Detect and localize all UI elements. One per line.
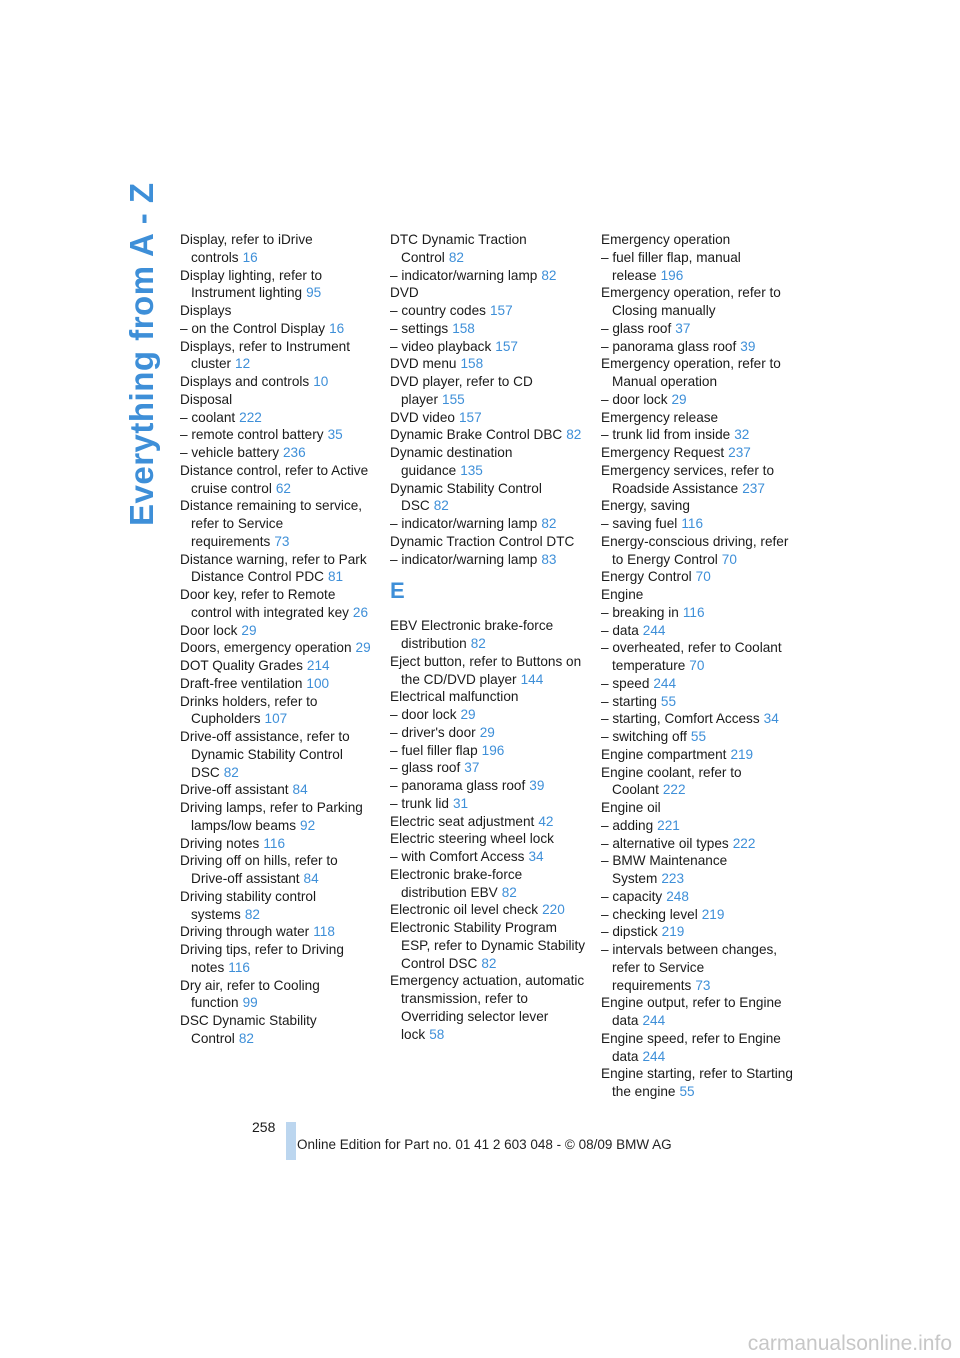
- side-title-text: Everything from A - Z: [123, 182, 160, 526]
- index-entry: [601, 409, 795, 427]
- index-entry: [601, 444, 795, 462]
- index-entry-text: DVD video: [390, 409, 455, 425]
- index-entry: [390, 551, 586, 569]
- index-entry: [390, 813, 586, 831]
- index-entry: [390, 533, 586, 551]
- index-entry: [601, 391, 795, 409]
- page-reference-link[interactable]: 39: [740, 338, 756, 354]
- index-entry: [601, 852, 795, 888]
- index-entry-text: Driving tips, refer to Driving notes: [180, 942, 344, 975]
- index-entry-text: Driving through water: [180, 924, 310, 940]
- index-entry: [180, 622, 376, 640]
- index-entry-text: Drinks holders, refer to Cupholders: [180, 693, 318, 727]
- page-reference-link[interactable]: 16: [329, 320, 345, 336]
- index-entry: [180, 373, 376, 391]
- index-entry-text: – trunk lid: [390, 795, 449, 811]
- page-reference-link[interactable]: 135: [460, 462, 483, 478]
- page-reference-link[interactable]: 158: [460, 356, 484, 372]
- index-entry-text: Dynamic Brake Control DBC: [390, 427, 563, 443]
- index-entry: [601, 355, 795, 391]
- index-entry: [180, 852, 376, 888]
- index-entry-text: – door lock: [390, 707, 457, 722]
- index-entry: [601, 426, 795, 444]
- index-entry-text: Display, refer to iDrive controls: [180, 232, 313, 265]
- page-reference-link[interactable]: 81: [327, 569, 344, 585]
- index-entry: [601, 888, 795, 906]
- page-reference-link[interactable]: 82: [566, 427, 582, 443]
- index-entry: [390, 409, 586, 427]
- index-entry: [601, 1030, 795, 1066]
- page-reference-link[interactable]: 237: [742, 480, 765, 496]
- index-entry: [390, 901, 586, 919]
- index-entry-text: Driving lamps, refer to Parking lamps/low beams: [180, 800, 363, 833]
- page-reference-link[interactable]: 82: [481, 955, 497, 971]
- index-entry-text: – fuel filler flap: [390, 742, 478, 758]
- page-reference-link[interactable]: 116: [682, 604, 705, 620]
- index-entry: [601, 497, 795, 515]
- index-entry: [180, 267, 376, 303]
- page-reference-link[interactable]: 244: [642, 1013, 666, 1028]
- index-entry-text: – coolant: [180, 409, 236, 425]
- index-entry-text: Engine output, refer to Engine data: [601, 995, 782, 1028]
- index-entry-text: DVD: [390, 285, 419, 301]
- index-entry-text: Engine: [601, 587, 644, 602]
- index-entry-text: Door key, refer to Remote control with integrated key: [180, 587, 349, 620]
- page-number: 258: [252, 1119, 276, 1135]
- page-reference-link[interactable]: 55: [660, 693, 677, 709]
- page-reference-link[interactable]: 70: [695, 569, 711, 585]
- index-entry-text: Electric seat adjustment: [390, 813, 535, 829]
- index-entry-text: Displays: [180, 303, 232, 318]
- side-section-title: [116, 182, 164, 526]
- index-entry-text: Disposal: [180, 391, 233, 407]
- index-entry-text: – vehicle battery: [180, 445, 279, 460]
- index-column-1: [180, 231, 376, 1048]
- index-entry: [180, 551, 376, 587]
- index-entry-text: Displays and controls: [180, 374, 310, 389]
- index-entry-text: – driver's door: [390, 724, 476, 740]
- index-entry: [601, 994, 795, 1030]
- index-entry: [601, 586, 795, 604]
- index-entry-text: – BMW Maintenance System: [601, 853, 728, 886]
- index-entry-text: – door lock: [601, 391, 668, 407]
- index-entry: [180, 320, 376, 338]
- index-entry: [180, 781, 376, 799]
- page-reference-link[interactable]: 82: [433, 498, 449, 514]
- index-entry: [601, 622, 795, 640]
- page-reference-link[interactable]: 82: [238, 1030, 254, 1046]
- page-reference-link[interactable]: 118: [313, 924, 335, 940]
- index-entry-text: Energy-conscious driving, refer to Energy Control: [601, 533, 789, 567]
- index-entry-text: Dynamic destination guidance: [390, 445, 513, 478]
- index-column-2: [390, 231, 586, 1043]
- page-reference-link[interactable]: 116: [228, 959, 250, 975]
- page-reference-link[interactable]: 35: [327, 427, 343, 443]
- index-entry-text: Energy Control: [601, 569, 692, 585]
- index-entry-text: DSC Dynamic Stability Control: [180, 1013, 317, 1046]
- page-reference-link[interactable]: 42: [538, 813, 554, 829]
- index-entry: [390, 373, 586, 409]
- index-entry-text: – intervals between changes, refer to Service requirements: [601, 942, 778, 993]
- page-reference-link[interactable]: 82: [541, 516, 557, 531]
- index-entry-text: Draft-free ventilation: [180, 675, 303, 691]
- index-entry-text: Emergency operation, refer to Manual operation: [601, 356, 781, 389]
- index-entry-text: Emergency actuation, automatic transmission, refer to Overriding selector lever lock: [390, 973, 585, 1042]
- page-reference-link[interactable]: 10: [313, 374, 329, 389]
- index-entry-text: Electric steering wheel lock: [390, 831, 554, 847]
- index-entry: [180, 338, 376, 374]
- index-entry-text: Engine oil: [601, 800, 661, 815]
- index-entry: [601, 320, 795, 338]
- index-entry-text: – panorama glass roof: [601, 338, 737, 354]
- index-entry-text: EBV Electronic brake-force distribution: [390, 618, 554, 651]
- index-entry: [180, 675, 376, 693]
- page-reference-link[interactable]: 116: [681, 516, 703, 531]
- index-entry-text: Eject button, refer to Buttons on the CD/DVD player: [390, 653, 582, 687]
- index-entry-text: – remote control battery: [180, 427, 324, 443]
- page-reference-link[interactable]: 16: [242, 249, 258, 265]
- page-reference-link[interactable]: 157: [495, 338, 518, 354]
- page-reference-link[interactable]: 34: [763, 711, 779, 727]
- page-reference-link[interactable]: 29: [671, 391, 687, 407]
- index-entry: [180, 693, 376, 729]
- index-entry: [390, 653, 586, 689]
- page-reference-link[interactable]: 236: [283, 445, 306, 460]
- footer-edition-note: Online Edition for Part no. 01 41 2 603 048 - © 08/09 BMW AG: [297, 1137, 672, 1152]
- page-reference-link[interactable]: 73: [695, 977, 711, 993]
- index-entry: [390, 972, 586, 1043]
- index-entry: [601, 604, 795, 622]
- index-entry: [390, 231, 586, 267]
- page-reference-link[interactable]: 58: [429, 1026, 445, 1042]
- page-reference-link[interactable]: 214: [306, 658, 330, 673]
- index-entry: [180, 409, 376, 427]
- index-entry-text: – starting, Comfort Access: [601, 711, 760, 727]
- index-entry: [180, 462, 376, 498]
- index-entry-text: – capacity: [601, 888, 663, 904]
- index-entry-text: – on the Control Display: [180, 320, 326, 336]
- page-reference-link[interactable]: 100: [306, 675, 330, 691]
- page-reference-link[interactable]: 222: [732, 835, 756, 851]
- index-entry-text: Emergency Request: [601, 445, 725, 460]
- index-entry: [390, 426, 586, 444]
- page-reference-link[interactable]: 99: [242, 995, 258, 1011]
- page-reference-link[interactable]: 55: [679, 1084, 695, 1099]
- page-reference-link[interactable]: 70: [689, 658, 705, 673]
- index-entry-text: Doors, emergency operation: [180, 640, 352, 656]
- index-entry-text: Electronic Stability Program ESP, refer to Dynamic Stability Control DSC: [390, 920, 586, 971]
- index-entry-text: DVD menu: [390, 356, 457, 372]
- index-entry: [390, 919, 586, 972]
- index-entry-text: – checking level: [601, 906, 698, 922]
- page-reference-link[interactable]: 155: [442, 391, 465, 407]
- index-entry-text: DTC Dynamic Traction Control: [390, 232, 527, 265]
- index-entry-text: Emergency release: [601, 409, 719, 425]
- index-entry: [390, 284, 586, 302]
- footer-accent-bar: [286, 1122, 296, 1160]
- index-entry-text: – alternative oil types: [601, 835, 729, 851]
- index-entry: [601, 338, 795, 356]
- page-reference-link[interactable]: 29: [355, 640, 371, 656]
- index-entry: [180, 1012, 376, 1048]
- page-reference-link[interactable]: 116: [263, 835, 286, 851]
- index-entry-text: Emergency services, refer to Roadside Assistance: [601, 462, 775, 496]
- index-entry-text: – speed: [601, 675, 650, 691]
- index-entry-text: Driving stability control systems: [180, 888, 316, 922]
- page-reference-link[interactable]: 223: [661, 871, 685, 886]
- page-reference-link[interactable]: 34: [528, 849, 544, 864]
- index-entry-text: Drive-off assistant: [180, 782, 289, 798]
- index-entry: [601, 462, 795, 498]
- index-entry: [601, 764, 795, 800]
- index-entry: [390, 759, 586, 777]
- page-reference-link[interactable]: 196: [660, 267, 684, 283]
- page-reference-link[interactable]: 82: [501, 884, 517, 900]
- page-reference-link[interactable]: 29: [241, 622, 257, 638]
- index-entry: [390, 302, 586, 320]
- page-reference-link[interactable]: 12: [235, 356, 251, 372]
- index-entry: [180, 391, 376, 409]
- index-entry: [390, 742, 586, 760]
- index-entry-text: – starting: [601, 693, 657, 709]
- index-entry-text: – country codes: [390, 303, 486, 318]
- index-column-3: [601, 231, 795, 1101]
- index-entry-text: Energy, saving: [601, 498, 690, 514]
- page-reference-link[interactable]: 92: [300, 817, 316, 833]
- index-entry-text: – video playback: [390, 338, 492, 354]
- index-entry-text: – adding: [601, 817, 654, 833]
- index-entry: [180, 799, 376, 835]
- index-entry: [390, 320, 586, 338]
- index-entry: [390, 795, 586, 813]
- index-entry-text: DVD player, refer to CD player: [390, 374, 533, 407]
- index-entry: [180, 657, 376, 675]
- index-entry: [180, 302, 376, 320]
- page-reference-link[interactable]: 37: [675, 320, 691, 336]
- index-entry-text: Emergency operation, refer to Closing manually: [601, 285, 781, 318]
- index-entry-text: Engine compartment: [601, 746, 727, 762]
- index-entry-text: – with Comfort Access: [390, 849, 525, 864]
- index-entry: [601, 249, 795, 285]
- index-entry: [601, 675, 795, 693]
- index-entry-text: – dipstick: [601, 924, 658, 940]
- index-entry: [390, 617, 586, 653]
- page-reference-link[interactable]: 70: [721, 551, 737, 567]
- index-entry: [180, 835, 376, 853]
- index-entry: [601, 817, 795, 835]
- page-reference-link[interactable]: 95: [306, 285, 322, 301]
- page-reference-link[interactable]: 237: [728, 445, 751, 460]
- index-entry-text: DOT Quality Grades: [180, 658, 303, 673]
- index-entry: [180, 497, 376, 550]
- page-reference-link[interactable]: 244: [653, 675, 677, 691]
- index-entry: [601, 515, 795, 533]
- page-reference-link[interactable]: 31: [452, 795, 469, 811]
- page-reference-link[interactable]: 219: [701, 906, 725, 922]
- page-reference-link[interactable]: 55: [690, 729, 707, 744]
- index-entry: [180, 888, 376, 924]
- page-reference-link[interactable]: 82: [223, 764, 239, 780]
- index-entry-text: – fuel filler flap, manual release: [601, 249, 741, 283]
- index-entry: [180, 426, 376, 444]
- index-entry: [180, 639, 376, 657]
- index-entry-text: – glass roof: [390, 760, 461, 776]
- page-reference-link[interactable]: 26: [352, 604, 369, 620]
- page-reference-link[interactable]: 248: [666, 888, 689, 904]
- page-reference-link[interactable]: 82: [541, 267, 557, 283]
- page-reference-link[interactable]: 83: [541, 551, 557, 567]
- index-entry: [601, 728, 795, 746]
- index-entry-text: Drive-off assistance, refer to Dynamic Stability Control DSC: [180, 729, 350, 780]
- page-reference-link[interactable]: 157: [489, 303, 513, 318]
- index-entry-text: – glass roof: [601, 320, 672, 336]
- page-reference-link[interactable]: 219: [730, 746, 754, 762]
- index-entry-text: Electronic brake-force distribution EBV: [390, 866, 523, 900]
- index-entry: [601, 906, 795, 924]
- index-entry: [601, 568, 795, 586]
- page-reference-link[interactable]: 29: [460, 707, 476, 722]
- index-entry-text: Engine speed, refer to Engine data: [601, 1030, 781, 1064]
- index-entry: [601, 710, 795, 728]
- index-entry: [390, 777, 586, 795]
- index-entry-text: Distance control, refer to Active cruise control: [180, 462, 369, 496]
- index-entry: [390, 515, 586, 533]
- index-entry-text: Driving off on hills, refer to Drive-off assistant: [180, 853, 338, 886]
- page-reference-link[interactable]: 39: [529, 778, 545, 793]
- index-entry: [180, 728, 376, 781]
- index-entry-text: Dynamic Traction Control DTC: [390, 533, 575, 549]
- index-entry: [601, 835, 795, 853]
- index-entry-text: Door lock: [180, 622, 238, 638]
- index-entry-text: – indicator/warning lamp: [390, 551, 538, 567]
- page-reference-link[interactable]: 158: [452, 320, 475, 336]
- page-reference-link[interactable]: 221: [657, 817, 680, 833]
- index-entry: [601, 284, 795, 320]
- index-entry-text: Distance warning, refer to Park Distance Control PDC: [180, 551, 367, 585]
- index-entry: [390, 338, 586, 356]
- section-letter-heading: E: [390, 578, 405, 604]
- index-entry: [601, 941, 795, 994]
- page-reference-link[interactable]: 37: [464, 760, 480, 776]
- index-entry-text: – breaking in: [601, 604, 679, 620]
- page-reference-link[interactable]: 73: [274, 533, 290, 549]
- page-reference-link[interactable]: 84: [292, 782, 308, 798]
- index-entry: [601, 231, 795, 249]
- index-entry-text: Dry air, refer to Cooling function: [180, 977, 320, 1011]
- page-reference-link[interactable]: 220: [542, 902, 565, 918]
- page-reference-link[interactable]: 62: [275, 480, 291, 496]
- page-reference-link[interactable]: 244: [642, 1048, 666, 1064]
- index-entry-text: – indicator/warning lamp: [390, 516, 538, 531]
- index-entry-text: Driving notes: [180, 835, 260, 851]
- index-entry: [390, 848, 586, 866]
- page-reference-link[interactable]: 244: [642, 622, 666, 638]
- index-entry-text: Emergency operation: [601, 232, 731, 247]
- index-entry-text: – panorama glass roof: [390, 778, 526, 793]
- index-entry-text: – overheated, refer to Coolant temperature: [601, 640, 782, 673]
- index-entry: [601, 693, 795, 711]
- index-entry: [180, 586, 376, 622]
- index-entry-text: Dynamic Stability Control DSC: [390, 480, 542, 514]
- page-reference-link[interactable]: 222: [239, 409, 262, 425]
- page-reference-link[interactable]: 32: [734, 427, 750, 443]
- index-entry: [180, 444, 376, 462]
- index-entry: [180, 941, 376, 977]
- index-entry: [601, 923, 795, 941]
- page-reference-link[interactable]: 29: [479, 724, 495, 740]
- index-entry: [601, 746, 795, 764]
- index-entry: [180, 231, 376, 267]
- page-reference-link[interactable]: 82: [244, 906, 260, 922]
- page-reference-link[interactable]: 107: [264, 711, 288, 727]
- index-entry-text: Engine coolant, refer to Coolant: [601, 764, 742, 798]
- index-entry: [390, 444, 586, 480]
- index-entry: [180, 923, 376, 941]
- index-entry: [390, 355, 586, 373]
- index-entry-text: Electrical malfunction: [390, 689, 519, 705]
- page-reference-link[interactable]: 84: [303, 871, 319, 886]
- page-reference-link[interactable]: 157: [458, 409, 482, 425]
- index-entry-text: – saving fuel: [601, 516, 678, 531]
- index-entry-text: Electronic oil level check: [390, 902, 539, 918]
- index-entry: [390, 706, 586, 724]
- page-reference-link[interactable]: 196: [481, 742, 505, 758]
- index-entry: [390, 267, 586, 285]
- page-reference-link[interactable]: 219: [661, 924, 685, 940]
- index-entry: [601, 533, 795, 569]
- index-entry-text: – settings: [390, 320, 449, 336]
- index-entry: [180, 977, 376, 1013]
- page-reference-link[interactable]: 144: [520, 671, 544, 687]
- index-entry-text: – data: [601, 622, 639, 638]
- watermark: carmanualsonline.info: [747, 1332, 952, 1355]
- index-entry: [390, 830, 586, 848]
- page-reference-link[interactable]: 82: [470, 636, 486, 651]
- index-entry-text: Engine starting, refer to Starting the engine: [601, 1066, 793, 1099]
- page-reference-link[interactable]: 222: [662, 782, 686, 798]
- index-entry: [601, 799, 795, 817]
- page-reference-link[interactable]: 82: [448, 249, 464, 265]
- index-entry: [390, 866, 586, 902]
- index-entry: [390, 724, 586, 742]
- index-entry: [601, 639, 795, 675]
- index-entry: [601, 1065, 795, 1101]
- index-entry-text: Display lighting, refer to Instrument lighting: [180, 267, 323, 301]
- index-entry-text: Distance remaining to service, refer to Service requirements: [180, 498, 363, 549]
- index-entry-text: – trunk lid from inside: [601, 427, 731, 443]
- index-entry: [390, 688, 586, 706]
- index-entry: [390, 480, 586, 516]
- index-entry-text: – switching off: [601, 729, 687, 744]
- index-entry-text: – indicator/warning lamp: [390, 267, 538, 283]
- index-entry-text: Displays, refer to Instrument cluster: [180, 338, 350, 372]
